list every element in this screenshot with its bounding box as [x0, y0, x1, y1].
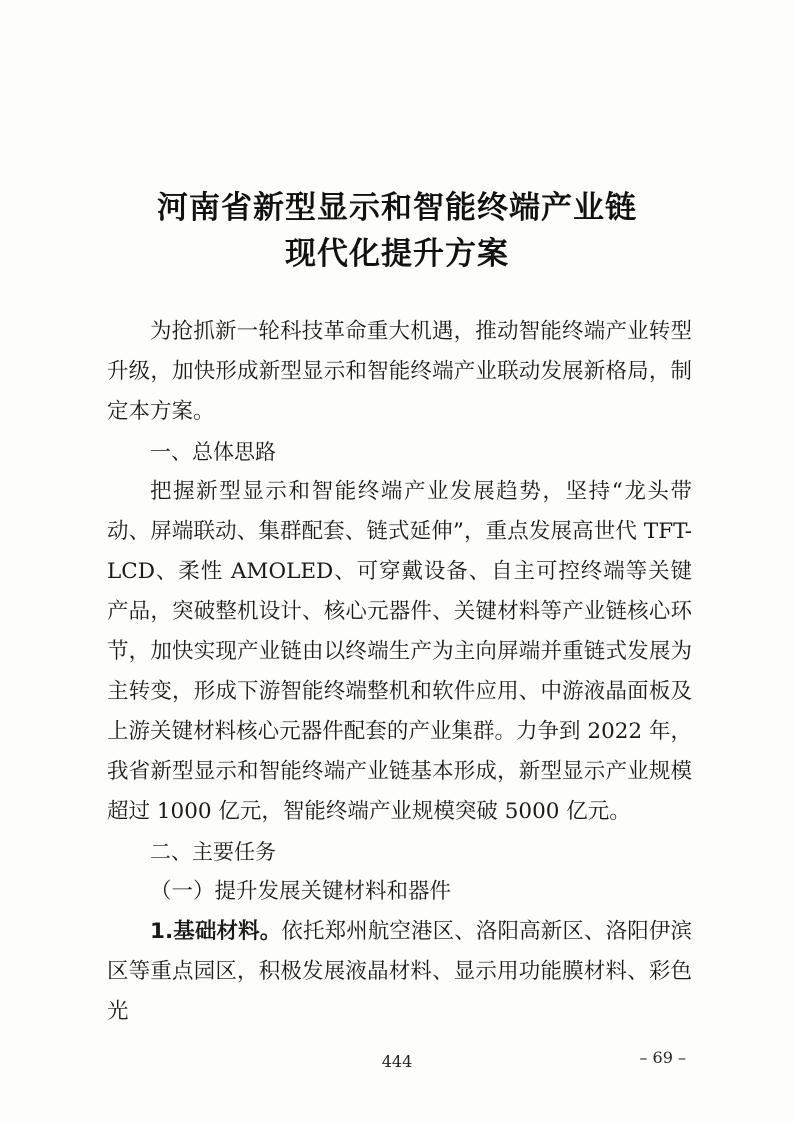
page-number: – 69 –	[639, 1048, 686, 1067]
item-1-lead: 1.基础材料。	[150, 919, 282, 944]
scan-page-number: 444	[381, 1052, 413, 1071]
section-2-heading: 二、主要任务	[150, 840, 276, 864]
section-1-heading: 一、总体思路	[150, 440, 276, 464]
intro-paragraph: 为抢抓新一轮科技革命重大机遇，推动智能终端产业转型升级，加快形成新型显示和智能终端产业联动发展新格局，制定本方案。	[107, 319, 692, 424]
item-1-paragraph	[107, 912, 692, 1032]
document-body	[107, 312, 692, 1032]
document-title-line-2: 现代化提升方案	[285, 236, 509, 272]
document-title-line-1: 河南省新型显示和智能终端产业链	[157, 190, 637, 226]
section-1-paragraph: 把握新型显示和智能终端产业发展趋势，坚持“龙头带动、屏端联动、集群配套、链式延伸”，重点发展高世代 TFT-LCD、柔性 AMOLED、可穿戴设备、自主可控终端等关键产品，突破整机设计、核心元器件、关键材料等产业链核心环节，加快实现产业链由以终端生产为主向屏端并重链式发展为主转变，形成下游智能终端整机和软件应用、中游液晶面板及上游关键材料核心元器件配套的产业集群。力争到 2022 年，我省新型显示和智能终端产业链基本形成，新型显示产业规模超过 1000 亿元，智能终端产业规模突破 5000 亿元。	[107, 479, 692, 824]
item-1-text: 依托郑州航空港区、洛阳高新区、洛阳伊滨区等重点园区，积极发展液晶材料、显示用功能膜材料、彩色光	[107, 919, 692, 1024]
subsection-1-heading: （一）提升发展关键材料和器件	[150, 879, 452, 904]
